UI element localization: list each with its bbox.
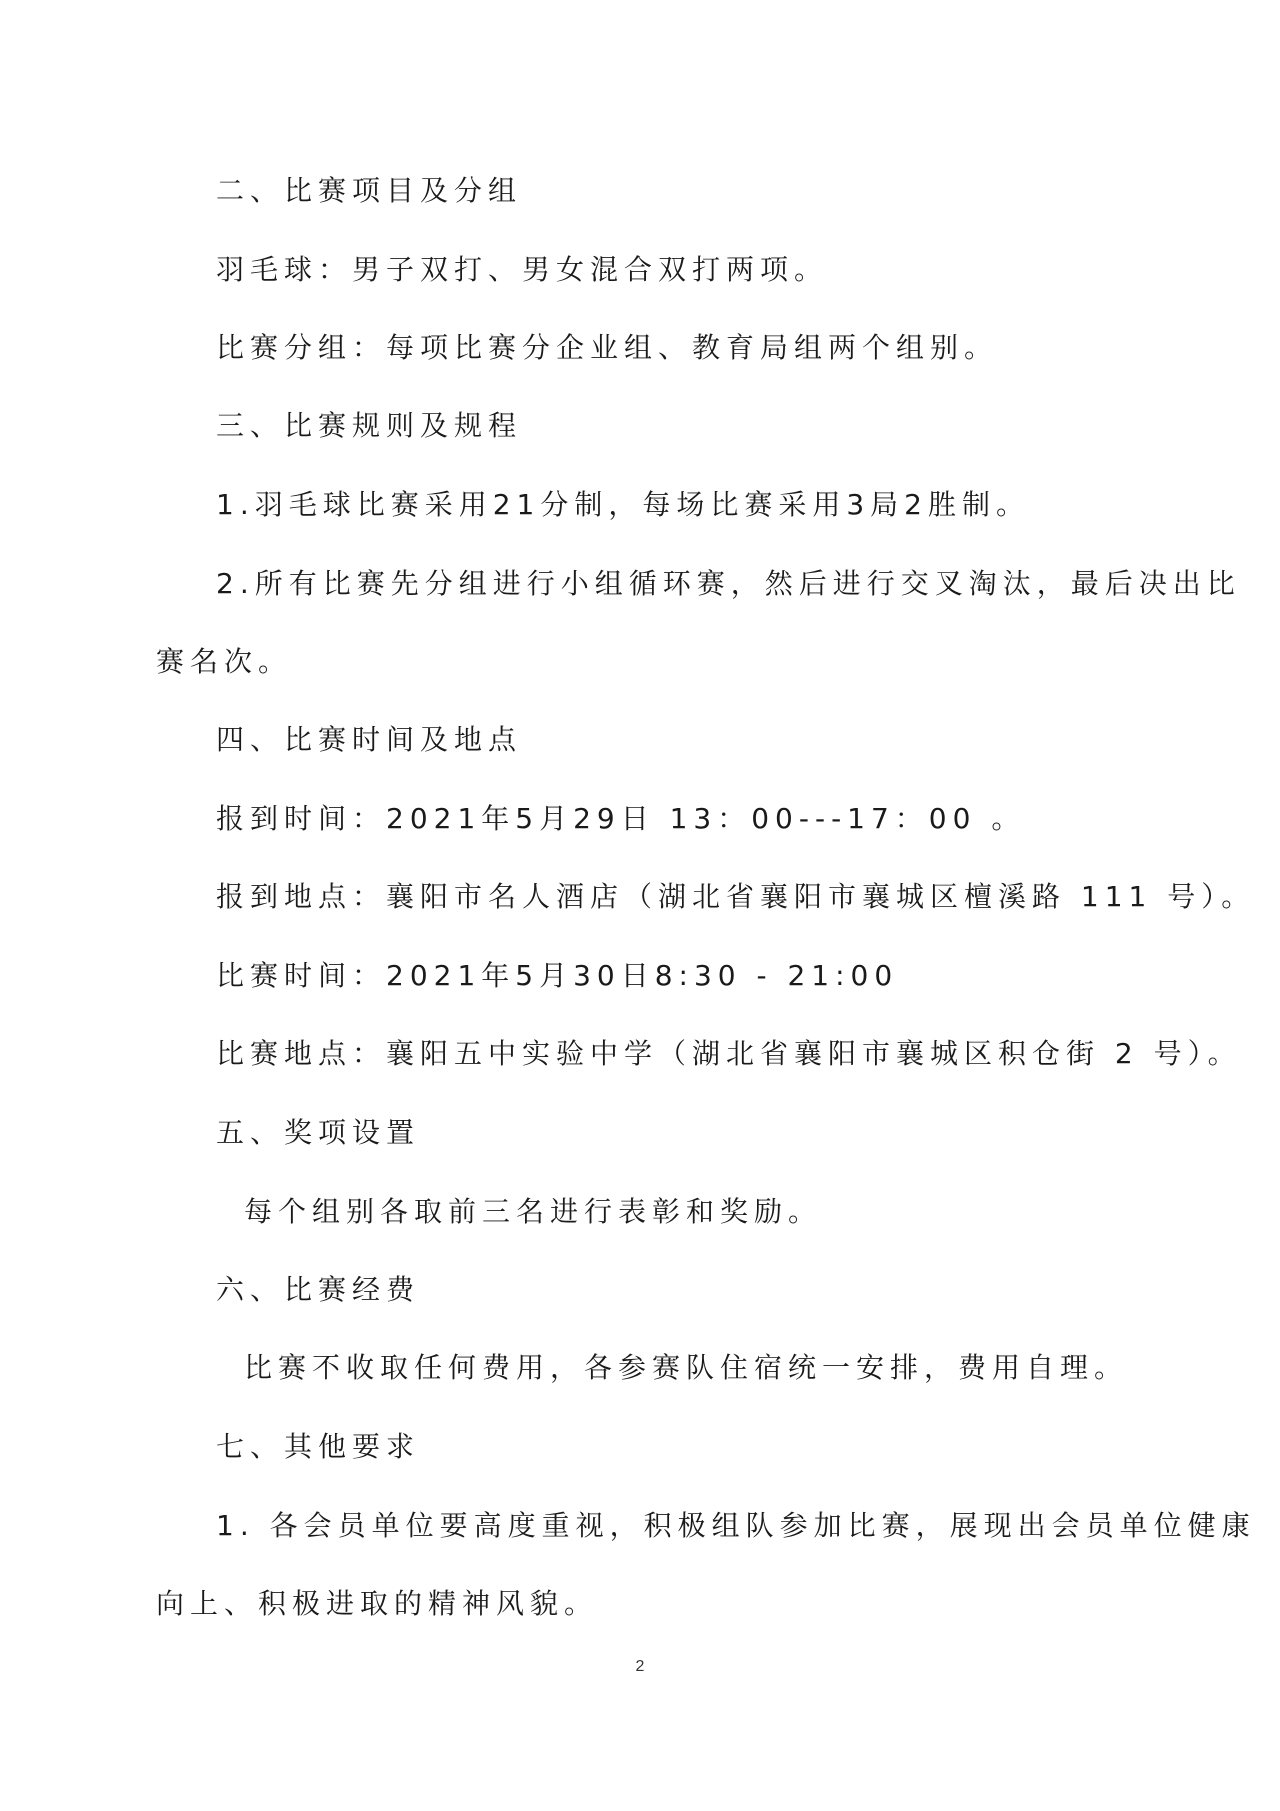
section-heading-fees: 六、比赛经费 — [216, 1273, 421, 1306]
paragraph-other-1: 1. 各会员单位要高度重视，积极组队参加比赛，展现出会员单位健康 — [216, 1509, 1256, 1542]
paragraph-badminton-events: 羽毛球：男子双打、男女混合双打两项。 — [216, 253, 829, 286]
paragraph-checkin-place: 报到地点：襄阳市名人酒店（湖北省襄阳市襄城区檀溪路 111 号）。 — [216, 880, 1256, 913]
page-number: 2 — [635, 1658, 645, 1675]
paragraph-rule-1: 1.羽毛球比赛采用21分制，每场比赛采用3局2胜制。 — [216, 488, 1030, 521]
paragraph-checkin-time: 报到时间：2021年5月29日 13：00---17：00 。 — [216, 802, 1026, 835]
paragraph-match-place: 比赛地点：襄阳五中实验中学（湖北省襄阳市襄城区积仓街 2 号）。 — [216, 1037, 1242, 1070]
section-heading-awards: 五、奖项设置 — [216, 1116, 421, 1149]
section-heading-other: 七、其他要求 — [216, 1430, 421, 1463]
section-heading-time-place: 四、比赛时间及地点 — [216, 723, 523, 756]
paragraph-awards: 每个组别各取前三名进行表彰和奖励。 — [244, 1195, 823, 1228]
paragraph-other-1-continued: 向上、积极进取的精神风貌。 — [156, 1587, 599, 1620]
paragraph-fees: 比赛不收取任何费用，各参赛队住宿统一安排，费用自理。 — [244, 1351, 1129, 1384]
paragraph-rule-2-continued: 赛名次。 — [156, 645, 293, 678]
paragraph-match-time: 比赛时间：2021年5月30日8:30 - 21:00 — [216, 959, 899, 992]
section-heading-events: 二、比赛项目及分组 — [216, 174, 523, 207]
section-heading-rules: 三、比赛规则及规程 — [216, 409, 523, 442]
paragraph-groups: 比赛分组：每项比赛分企业组、教育局组两个组别。 — [216, 331, 999, 364]
paragraph-rule-2: 2.所有比赛先分组进行小组循环赛，然后进行交叉淘汰，最后决出比 — [216, 567, 1241, 600]
